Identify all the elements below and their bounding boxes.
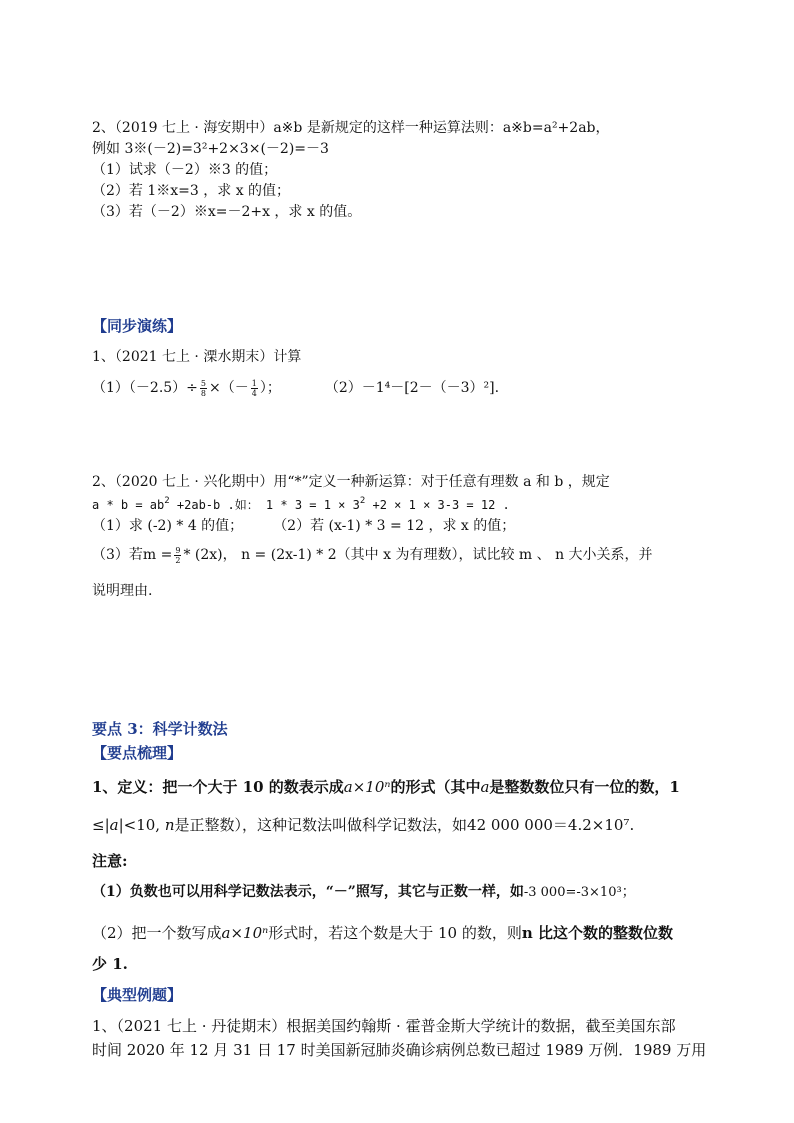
def2-text-a: ≤| xyxy=(92,816,110,834)
key3-def-line1 xyxy=(92,778,680,796)
def-text-c: 是整数数位只有一位的数，1 xyxy=(489,778,680,796)
fraction-numerator: 1 xyxy=(251,378,257,388)
sync-q1-title: 1、（2021 七上 · 溧水期末）计算 xyxy=(92,349,302,365)
def2-example: 42 000 000＝4.2×10⁷ xyxy=(467,816,630,834)
fraction-numerator: 5 xyxy=(200,378,206,388)
sync-q2-line2-a: a * b = ab xyxy=(92,498,165,512)
def2-text-c: 是正整数），这种记数法叫做科学记数法，如 xyxy=(174,816,468,834)
q2-line2: 例如 3※(－2)=3²+2×3×(－2)=－3 xyxy=(92,141,329,157)
def2-var-n: n xyxy=(164,816,175,834)
q2-line3: （1）试求（－2）※3 的值； xyxy=(92,162,278,178)
sync-q2-line3 xyxy=(92,517,515,535)
sync-q1-expression xyxy=(92,377,499,399)
sync-q2-line3-a: （1）求 (-2) * 4 的值； xyxy=(92,518,244,534)
sync-heading: 【同步演练】 xyxy=(92,317,183,335)
q2-line4: （2）若 1※x=3 ，求 x 的值； xyxy=(92,183,291,199)
key3-def-line2 xyxy=(92,816,634,834)
typical-line1: 1、（2021 七上 · 丹徒期末）根据美国约翰斯 · 霍普金斯大学统计的数据，截至美国东部 xyxy=(92,1017,676,1035)
sync-q2-line3-b: （2）若 (x-1) * 3 = 12 ，求 x 的值； xyxy=(273,518,516,534)
key3-subheading: 【要点梳理】 xyxy=(92,744,183,762)
def2-end: . xyxy=(629,816,635,834)
sync-q2-line4 xyxy=(92,543,653,567)
typical-line2: 时间 2020 年 12 月 31 日 17 时美国新冠肺炎确诊病例总数已超过 1989 万例．1989 万用 xyxy=(92,1041,707,1059)
def-text-b: 的形式（其中 xyxy=(390,778,481,796)
sync-q2-line4-b: * (2x)， n = (2x-1) * 2（其中 x 为有理数），试比较 m 、 n 大小关系，并 xyxy=(183,547,653,563)
fraction-denominator: 2 xyxy=(175,555,181,565)
fraction-five-eighths xyxy=(200,379,207,398)
sync-q1-part1-a: （1）（－2.5）÷ xyxy=(92,380,198,396)
note2-line2: 少 1. xyxy=(92,955,128,973)
def-text-a: 1、定义：把一个大于 10 的数表示成 xyxy=(92,778,344,796)
def-var-a: a xyxy=(480,778,490,796)
sync-q1-part1-c: ）； xyxy=(259,380,281,396)
def2-text-b: |<10, xyxy=(118,816,161,834)
sync-q2-line2: $a * b = ab^2 +2ab-b$ .如： $1 * 3 = 1 \times 3^2 +2 \times 1 \times 3-3 = 12$ . xyxy=(92,496,510,512)
fraction-numerator: 9 xyxy=(175,545,181,555)
key3-heading: 要点 3：科学计数法 xyxy=(92,720,228,738)
note1-text: （1）负数也可以用科学记数法表示，“－”照写，其它与正数一样，如 xyxy=(92,884,524,900)
sync-q2-line2-b: +2ab-b .如： 1 * 3 = 1 × 3 xyxy=(169,498,360,512)
sync-q2-line1: 2、（2020 七上 · 兴化期中）用“*”定义一种新运算：对于任意有理数 a 和 b ，规定 xyxy=(92,474,610,490)
q2-line5: （3）若（－2）※x=－2+x ，求 x 的值。 xyxy=(92,204,362,220)
note-label: 注意: xyxy=(92,852,128,870)
sync-q2-line2-c: +2 × 1 × 3-3 = 12 . xyxy=(365,498,510,512)
q2-line1: 2、（2019 七上 · 海安期中）a※b 是新规定的这样一种运算法则：a※b=a²+2ab， xyxy=(92,120,610,136)
note2-text-b: 形式时，若这个数是大于 10 的数，则 xyxy=(268,924,522,942)
note2 xyxy=(92,924,673,942)
note2-text-a: （2）把一个数写成 xyxy=(92,924,222,942)
note1 xyxy=(92,883,636,902)
note2-sci: a×10ⁿ xyxy=(221,924,269,942)
sync-q1-part2: （2）－1⁴－[2－（－3）²]. xyxy=(324,380,500,396)
fraction-one-quarter xyxy=(251,379,258,398)
note2-text-c: n 比这个数的整数位数 xyxy=(521,924,673,942)
typical-heading: 【典型例题】 xyxy=(92,986,183,1004)
fraction-nine-halves xyxy=(174,546,181,565)
sync-q2-line4-a: （3）若m = xyxy=(92,547,173,563)
fraction-denominator: 4 xyxy=(251,388,257,398)
sync-q1-part1-b: ×（－ xyxy=(209,380,249,396)
note1-example: -3 000=-3×10³ xyxy=(523,885,622,900)
def-sci-form: a×10ⁿ xyxy=(343,778,391,796)
fraction-denominator: 8 xyxy=(200,388,206,398)
note1-end: ； xyxy=(621,884,636,900)
sync-q2-line5: 说明理由. xyxy=(92,583,153,599)
def2-var-a: a xyxy=(109,816,119,834)
